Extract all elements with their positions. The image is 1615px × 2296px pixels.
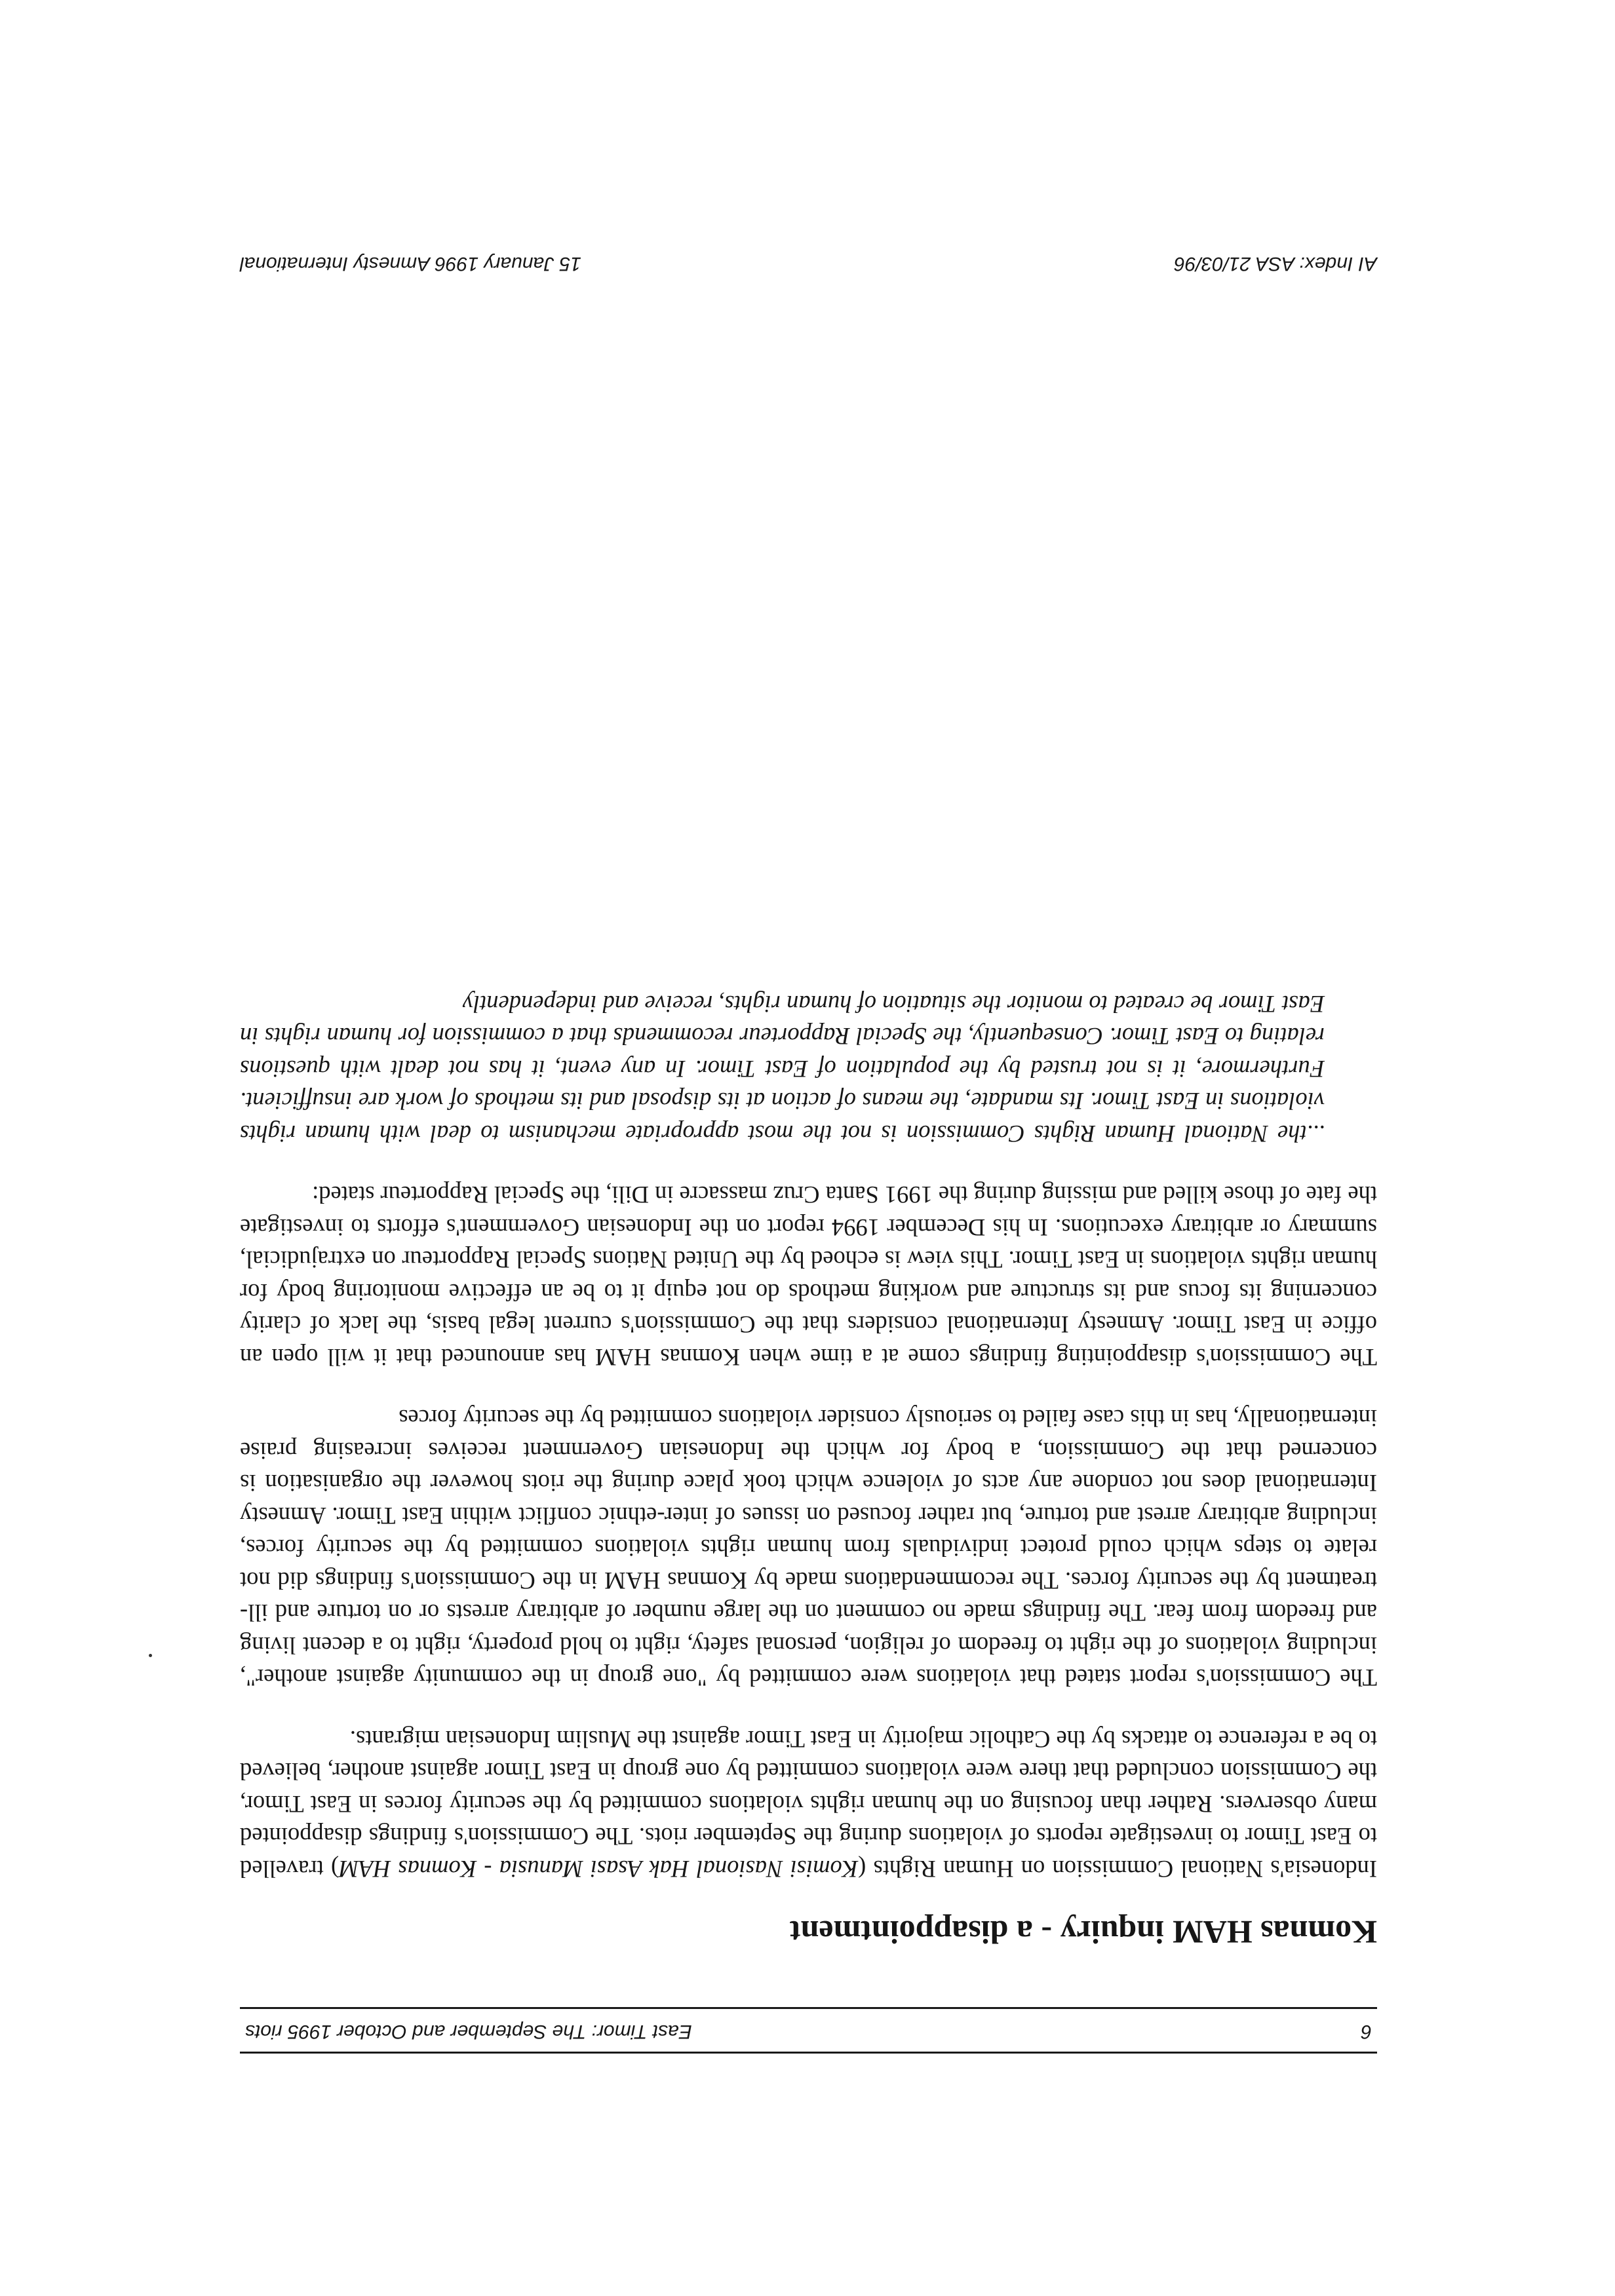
article-body [240, 988, 1377, 1953]
paragraph-report: The Commission's report stated that violations were committed by "one group in the community against another", including violations of the right to freedom of religion, personal safety, right to hold property, right to a decent living and freedom from fear. The findings made no comment on the large number of arbitrary arrests or on torture and ill-treatment by the security forces. The recommendations made by Komnas HAM in the Commission's findings did not relate to steps which could protect individuals from human rights violations committed by the security forces, including arbitrary arrest and torture, but rather focused on issues of inter-ethnic conflict within East Timor. Amnesty International does not condone any acts of violence which took place during the riots however the organisation is concerned that the Commission, a body for which the Indonesian Government receives increasing praise internationally, has in this case failed to seriously consider violations committed by the security forces [240, 1405, 1377, 1692]
section-heading: Komnas HAM inquiry - a disappointment [790, 1914, 1377, 1951]
ai-index: AI Index: ASA 21/03/96 [1174, 253, 1377, 275]
paragraph-intro-text-a: Indonesia's National Commission on Human Rights ( [858, 1856, 1377, 1883]
scan-speck [149, 1654, 152, 1657]
commission-name-italic: Komisi Nasional Hak Asasi Manusia - Komnas HAM [339, 1856, 859, 1883]
running-title: East Timor: The September and October 1995 riots [245, 2021, 692, 2042]
page-number: 6 [1361, 2021, 1372, 2042]
rapporteur-quote: ...the National Human Rights Commission is not the most appropriate mechanism to deal with human rights violations in East Timor. Its mandate, the means of action at its disposal and its methods of work are insufficient. Furthermore, it is not trusted by the population of East Timor. In any event, it has not dealt with questions relating to East Timor. Consequently, the Special Rapporteur recommends that a commission for human rights in East Timor be created to monitor the situation of human rights, receive and independently [240, 991, 1325, 1147]
publication-date: 15 January 1996 Amnesty International [240, 253, 581, 275]
paragraph-findings: The Commission's disappointing findings come at a time when Komnas HAM has announced that it will open an office in East Timor. Amnesty International considers that the Commission's current legal basis, the lack of clarity concerning its focus and its structure and working methods do not equip it to be an effective monitoring body for human rights violations in East Timor. This view is echoed by the United Nations Special Rapporteur on extrajudicial, summary or arbitrary executions. In his December 1994 report on the Indonesian Government's efforts to investigate the fate of those killed and missing during the 1991 Santa Cruz massacre in Dili, the Special Rapporteur stated: [240, 1181, 1377, 1371]
page-header [240, 2007, 1377, 2054]
paragraph-intro-text-b: ) travelled to East Timor to investigate reports of violations during the September riots. The Commission's findings disappointed many observers. Rather than focusing on the human rights violations committed by the security forces in East Timor, the Commission concluded that there were violations committed by one group in East Timor against another, believed to be a reference to attacks by the Catholic majority in East Timor against the Muslim Indonesian migrants. [240, 1726, 1377, 1883]
paragraph-intro [240, 1723, 1377, 1886]
